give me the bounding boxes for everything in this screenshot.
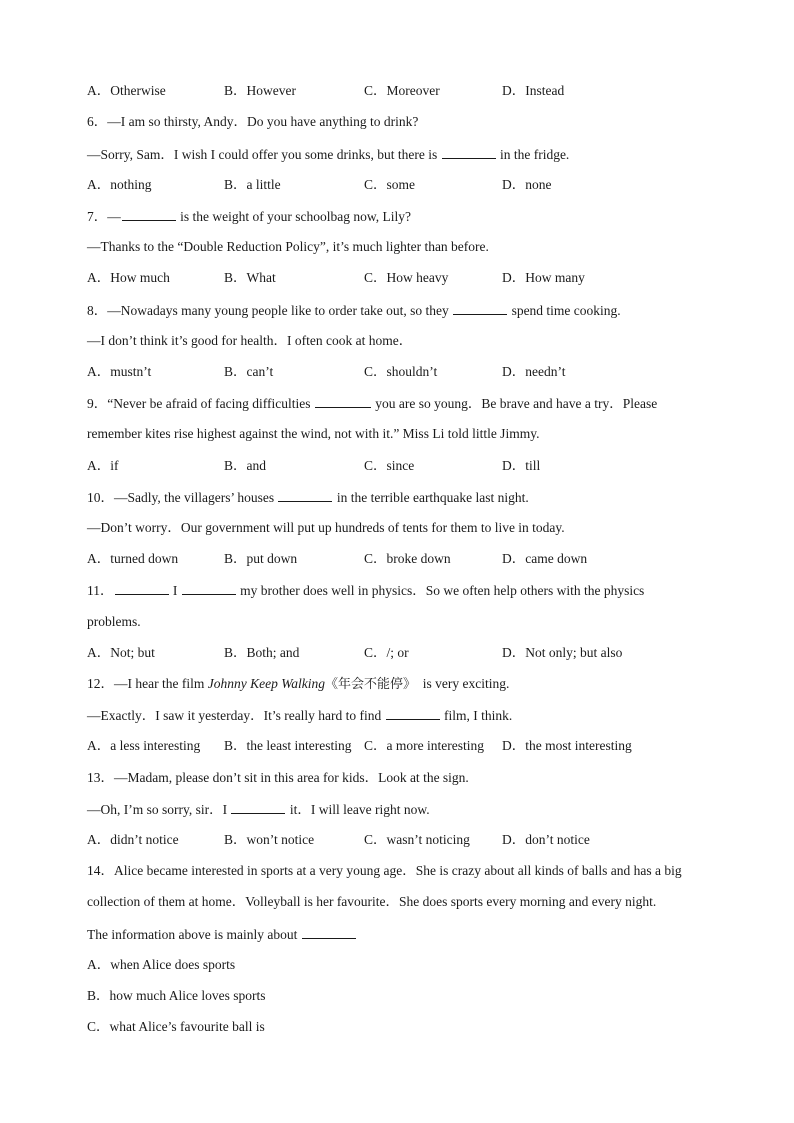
q9-question-post: you are so young．Be brave and have a try．Please bbox=[375, 396, 658, 411]
q8-response: —I don’t think it’s good for health．I often cook at home． bbox=[87, 333, 413, 348]
q11-blank-1 bbox=[115, 580, 169, 595]
q12-response bbox=[87, 705, 734, 725]
q10-option-d: D．came down bbox=[502, 551, 588, 566]
q11-question-cont: problems. bbox=[87, 614, 141, 629]
q5-option-d: D．Instead bbox=[502, 83, 565, 98]
q6-options bbox=[87, 175, 734, 195]
q12-option-c: C．a more interesting bbox=[364, 738, 484, 753]
q8-option-d: D．needn’t bbox=[502, 364, 566, 379]
q12-option-b: B．the least interesting bbox=[224, 738, 352, 753]
q13-response-pre: —Oh, I’m so sorry, sir．I bbox=[87, 802, 228, 817]
q6-question: 6．—I am so thirsty, Andy．Do you have anything to drink? bbox=[87, 114, 419, 129]
q8-option-b: B．can’t bbox=[224, 364, 274, 379]
q9-question bbox=[87, 393, 734, 413]
q13-option-d: D．don’t notice bbox=[502, 832, 590, 847]
q11-question bbox=[87, 580, 734, 600]
q14-question-pre: The information above is mainly about bbox=[87, 927, 298, 942]
q13-response-post: it．I will leave right now. bbox=[289, 802, 430, 817]
q14-blank bbox=[302, 924, 356, 939]
q5-option-b: B．However bbox=[224, 83, 296, 98]
q13-blank bbox=[231, 799, 285, 814]
q13-option-a: A．didn’t notice bbox=[87, 832, 179, 847]
q13-options bbox=[87, 830, 734, 850]
q11-question-pre: 11． bbox=[87, 583, 114, 598]
q6-option-a: A．nothing bbox=[87, 177, 152, 192]
q10-blank bbox=[278, 487, 332, 502]
q14-option-c: C．what Alice’s favourite ball is bbox=[87, 1019, 265, 1034]
q7-question-post: is the weight of your schoolbag now, Lily? bbox=[180, 209, 411, 224]
q11-question-mid: I bbox=[172, 583, 178, 598]
q7-question bbox=[87, 206, 734, 226]
q12-response-post: film, I think. bbox=[444, 708, 513, 723]
q9-option-c: C．since bbox=[364, 458, 415, 473]
q9-option-a: A．if bbox=[87, 458, 119, 473]
q8-question-post: spend time cooking. bbox=[511, 303, 621, 318]
q10-question-pre: 10．—Sadly, the villagers’ houses bbox=[87, 490, 275, 505]
q12-response-pre: —Exactly．I saw it yesterday．It’s really hard to find bbox=[87, 708, 382, 723]
q9-options bbox=[87, 456, 734, 476]
q11-option-d: D．Not only; but also bbox=[502, 645, 623, 660]
q10-question bbox=[87, 487, 734, 507]
q11-question-post: my brother does well in physics．So we often help others with the physics bbox=[240, 583, 645, 598]
q6-option-d: D．none bbox=[502, 177, 552, 192]
q10-response: —Don’t worry．Our government will put up hundreds of tents for them to live in today. bbox=[87, 520, 565, 535]
q13-response bbox=[87, 799, 734, 819]
q7-option-c: C．How heavy bbox=[364, 270, 449, 285]
q7-blank bbox=[122, 206, 176, 221]
q10-question-post: in the terrible earthquake last night. bbox=[336, 490, 529, 505]
q11-blank-2 bbox=[182, 580, 236, 595]
q14-option-b: B．how much Alice loves sports bbox=[87, 988, 266, 1003]
q9-option-d: D．till bbox=[502, 458, 541, 473]
q5-options bbox=[87, 81, 734, 101]
q8-option-c: C．shouldn’t bbox=[364, 364, 438, 379]
q14-question bbox=[87, 924, 734, 944]
q11-options bbox=[87, 643, 734, 663]
q12-question bbox=[87, 674, 734, 694]
q6-blank bbox=[442, 144, 496, 159]
q14-passage-line-2: collection of them at home．Volleyball is her favourite．She does sports every morning and every night. bbox=[87, 894, 657, 909]
q7-question-pre: 7．— bbox=[87, 209, 121, 224]
q6-response-post: in the fridge. bbox=[499, 147, 570, 162]
q11-option-c: C．/; or bbox=[364, 645, 409, 660]
q13-option-b: B．won’t notice bbox=[224, 832, 315, 847]
q7-option-b: B．What bbox=[224, 270, 276, 285]
q7-options bbox=[87, 268, 734, 288]
q14-passage-line-1: 14．Alice became interested in sports at a very young age．She is crazy about all kinds of balls and has a big bbox=[87, 863, 682, 878]
q12-option-a: A．a less interesting bbox=[87, 738, 201, 753]
q8-blank bbox=[453, 300, 507, 315]
q12-option-d: D．the most interesting bbox=[502, 738, 632, 753]
q12-film-title: Johnny Keep Walking bbox=[207, 676, 325, 691]
q9-option-b: B．and bbox=[224, 458, 266, 473]
q9-question-cont: remember kites rise highest against the wind, not with it.” Miss Li told little Jimmy. bbox=[87, 426, 540, 441]
q12-question-pre: 12．—I hear the film bbox=[87, 676, 205, 691]
q10-options bbox=[87, 549, 734, 569]
q14-option-a: A．when Alice does sports bbox=[87, 957, 236, 972]
q7-option-d: D．How many bbox=[502, 270, 585, 285]
q6-response-pre: —Sorry, Sam．I wish I could offer you some drinks, but there is bbox=[87, 147, 438, 162]
q8-question-pre: 8．—Nowadays many young people like to order take out, so they bbox=[87, 303, 449, 318]
q6-option-b: B．a little bbox=[224, 177, 281, 192]
q9-question-pre: 9．“Never be afraid of facing difficulties bbox=[87, 396, 311, 411]
q13-question: 13．—Madam, please don’t sit in this area for kids．Look at the sign. bbox=[87, 770, 469, 785]
q10-option-c: C．broke down bbox=[364, 551, 451, 566]
q8-option-a: A．mustn’t bbox=[87, 364, 152, 379]
q7-response: —Thanks to the “Double Reduction Policy”, it’s much lighter than before. bbox=[87, 239, 489, 254]
q5-option-c: C．Moreover bbox=[364, 83, 440, 98]
q8-options bbox=[87, 362, 734, 382]
q10-option-a: A．turned down bbox=[87, 551, 179, 566]
q11-option-b: B．Both; and bbox=[224, 645, 300, 660]
q9-blank bbox=[315, 393, 371, 408]
q12-blank bbox=[386, 705, 440, 720]
q7-option-a: A．How much bbox=[87, 270, 170, 285]
q11-option-a: A．Not; but bbox=[87, 645, 155, 660]
q13-option-c: C．wasn’t noticing bbox=[364, 832, 470, 847]
q10-option-b: B．put down bbox=[224, 551, 298, 566]
q6-option-c: C．some bbox=[364, 177, 416, 192]
q5-option-a: A．Otherwise bbox=[87, 83, 166, 98]
q8-question bbox=[87, 300, 734, 320]
q12-question-post: is very exciting. bbox=[422, 676, 510, 691]
q12-options bbox=[87, 736, 734, 756]
q12-film-cn: 《年会不能停》 bbox=[324, 677, 416, 692]
q6-response bbox=[87, 144, 734, 164]
